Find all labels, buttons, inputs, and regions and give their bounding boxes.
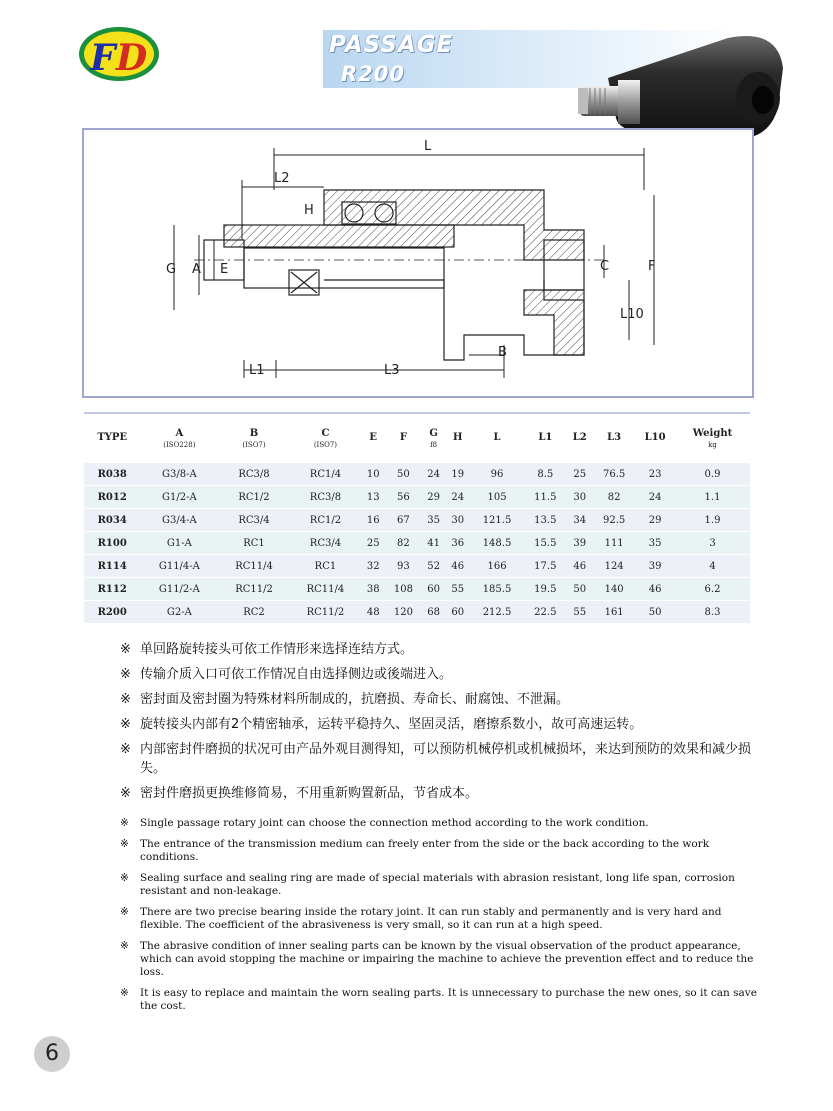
table-cell: 148.5 <box>470 532 524 555</box>
note-en-item: ※ The entrance of the transmission medium can freely enter from the side or the back according to the work conditions. <box>120 838 710 863</box>
dim-label-l: L <box>424 139 432 154</box>
dim-label-c: C <box>600 259 610 274</box>
note-zh-item: ※ 内部密封件磨损的状况可由产品外观目测得知，可以预防机械停机或机械损坏，来达到预防的效果和减少损失。 <box>120 742 752 776</box>
table-cell: 3 <box>675 532 750 555</box>
table-cell: 48 <box>361 601 385 624</box>
table-row <box>84 532 750 555</box>
table-cell: 13.5 <box>524 509 566 532</box>
table-cell: 105 <box>470 486 524 509</box>
header-cell: L10 <box>635 413 675 463</box>
dim-label-e: E <box>220 262 229 277</box>
table-cell: RC1/4 <box>290 463 361 486</box>
dim-label-l1: L1 <box>249 363 265 378</box>
table-cell: RC1/2 <box>290 509 361 532</box>
table-cell: 25 <box>361 532 385 555</box>
note-zh-item: ※ 旋转接头内部有2个精密轴承，运转平稳持久、坚固灵活，磨擦系数小，故可高速运转。 <box>120 717 643 732</box>
table-cell: 46 <box>566 555 593 578</box>
table-cell: 16 <box>361 509 385 532</box>
table-cell: G1/2-A <box>140 486 218 509</box>
note-en-item: ※ Single passage rotary joint can choose the connection method according to the work condition. <box>120 817 649 829</box>
header-cell: TYPE <box>84 413 140 463</box>
table-cell: 60 <box>446 601 470 624</box>
table-cell: 4 <box>675 555 750 578</box>
type-cell: R100 <box>84 532 140 555</box>
table-cell: 24 <box>635 486 675 509</box>
table-cell: RC3/4 <box>218 509 289 532</box>
table-cell: 24 <box>422 463 446 486</box>
table-cell: 50 <box>385 463 421 486</box>
header-cell: L2 <box>566 413 593 463</box>
cross-section-drawing <box>84 130 752 396</box>
table-cell: G3/8-A <box>140 463 218 486</box>
table-cell: 1.1 <box>675 486 750 509</box>
header-cell: L3 <box>593 413 635 463</box>
dim-label-a: A <box>192 262 201 277</box>
dim-label-l2: L2 <box>274 171 290 186</box>
table-cell: 76.5 <box>593 463 635 486</box>
table-cell: 67 <box>385 509 421 532</box>
table-cell: 8.5 <box>524 463 566 486</box>
table-cell: 19 <box>446 463 470 486</box>
table-cell: 120 <box>385 601 421 624</box>
table-cell: 55 <box>566 601 593 624</box>
table-cell: G11/4-A <box>140 555 218 578</box>
page-number: 6 <box>34 1036 70 1072</box>
table-cell: G11/2-A <box>140 578 218 601</box>
table-row <box>84 486 750 509</box>
note-en-item: ※ It is easy to replace and maintain the worn sealing parts. It is unnecessary to purchase the new ones, so it can save the cost. <box>120 987 757 1012</box>
type-cell: R200 <box>84 601 140 624</box>
table-cell: 212.5 <box>470 601 524 624</box>
table-cell: 19.5 <box>524 578 566 601</box>
notes-chinese <box>120 640 760 809</box>
table-cell: RC11/4 <box>218 555 289 578</box>
fd-logo <box>78 26 160 82</box>
table-cell: RC11/2 <box>218 578 289 601</box>
svg-text:F: F <box>90 37 116 79</box>
table-row <box>84 601 750 624</box>
svg-text:D: D <box>116 37 148 79</box>
table-cell: RC3/4 <box>290 532 361 555</box>
table-cell: 55 <box>446 578 470 601</box>
notes-english <box>120 817 760 1021</box>
table-cell: 6.2 <box>675 578 750 601</box>
table-cell: 10 <box>361 463 385 486</box>
dim-label-g: G <box>166 262 177 277</box>
note-en-item: ※ Sealing surface and sealing ring are made of special materials with abrasion resistant, long life span, corrosion resistant and non-leakage. <box>120 872 735 897</box>
table-cell: 108 <box>385 578 421 601</box>
table-cell: 166 <box>470 555 524 578</box>
table-cell: 41 <box>422 532 446 555</box>
table-cell: 46 <box>446 555 470 578</box>
header-cell: A (ISO228) <box>140 413 218 463</box>
table-cell: 93 <box>385 555 421 578</box>
table-cell: 22.5 <box>524 601 566 624</box>
table-cell: 50 <box>635 601 675 624</box>
table-cell: 15.5 <box>524 532 566 555</box>
table-cell: 124 <box>593 555 635 578</box>
table-cell: 30 <box>446 509 470 532</box>
table-cell: 39 <box>566 532 593 555</box>
table-cell: 111 <box>593 532 635 555</box>
technical-drawing <box>82 128 754 398</box>
table-cell: 82 <box>593 486 635 509</box>
type-cell: R012 <box>84 486 140 509</box>
dimension-table <box>84 412 750 623</box>
header-cell: F <box>385 413 421 463</box>
dim-label-b: B <box>498 345 507 360</box>
note-zh-item: ※ 传输介质入口可依工作情况自由选择侧边或後端进入。 <box>120 667 453 682</box>
table-cell: 96 <box>470 463 524 486</box>
note-en-item: ※ There are two precise bearing inside the rotary joint. It can run stably and permanently and is very hard and flexible. The coefficient of the abrasiveness is very small, so it can run at a high speed. <box>120 906 722 931</box>
header-cell: E <box>361 413 385 463</box>
dim-label-l3: L3 <box>384 363 400 378</box>
table-cell: 8.3 <box>675 601 750 624</box>
table-cell: 46 <box>635 578 675 601</box>
dim-label-l10: L10 <box>620 307 644 322</box>
table-cell: 161 <box>593 601 635 624</box>
table-cell: 38 <box>361 578 385 601</box>
table-cell: 30 <box>566 486 593 509</box>
table-row <box>84 578 750 601</box>
banner-model: R200 <box>341 62 406 86</box>
table-cell: 34 <box>566 509 593 532</box>
table-cell: 60 <box>422 578 446 601</box>
table-row <box>84 509 750 532</box>
header-cell: Weight kg <box>675 413 750 463</box>
table-cell: 24 <box>446 486 470 509</box>
header-cell: L <box>470 413 524 463</box>
table-header-row <box>84 413 750 463</box>
table-cell: 25 <box>566 463 593 486</box>
table-cell: 39 <box>635 555 675 578</box>
header-cell: H <box>446 413 470 463</box>
table-cell: G1-A <box>140 532 218 555</box>
table-cell: 29 <box>635 509 675 532</box>
header-cell: B (ISO7) <box>218 413 289 463</box>
table-cell: RC11/2 <box>290 601 361 624</box>
type-cell: R034 <box>84 509 140 532</box>
header-cell: G f8 <box>422 413 446 463</box>
table-cell: 17.5 <box>524 555 566 578</box>
type-cell: R038 <box>84 463 140 486</box>
table-cell: RC1 <box>290 555 361 578</box>
dim-label-f: F <box>648 259 656 274</box>
table-cell: 23 <box>635 463 675 486</box>
table-cell: 121.5 <box>470 509 524 532</box>
table-cell: 11.5 <box>524 486 566 509</box>
table-cell: 36 <box>446 532 470 555</box>
table-cell: 140 <box>593 578 635 601</box>
header-cell: C (ISO7) <box>290 413 361 463</box>
table-cell: RC2 <box>218 601 289 624</box>
type-cell: R112 <box>84 578 140 601</box>
table-cell: 32 <box>361 555 385 578</box>
table-cell: 13 <box>361 486 385 509</box>
table-cell: 68 <box>422 601 446 624</box>
note-zh-item: ※ 单回路旋转接头可依工作情形来选择连结方式。 <box>120 642 414 657</box>
table-row <box>84 463 750 486</box>
table-cell: 92.5 <box>593 509 635 532</box>
dim-label-h: H <box>304 203 314 218</box>
table-cell: RC11/4 <box>290 578 361 601</box>
table-cell: 185.5 <box>470 578 524 601</box>
header-cell: L1 <box>524 413 566 463</box>
banner-title: PASSAGE <box>329 32 454 58</box>
table-cell: 35 <box>422 509 446 532</box>
table-row <box>84 555 750 578</box>
table-cell: 50 <box>566 578 593 601</box>
note-zh-item: ※ 密封面及密封圈为特殊材料所制成的，抗磨损、寿命长、耐腐蚀、不泄漏。 <box>120 692 570 707</box>
table-cell: 1.9 <box>675 509 750 532</box>
note-zh-item: ※ 密封件磨损更换维修简易，不用重新购置新品，节省成本。 <box>120 786 479 801</box>
table-cell: RC1 <box>218 532 289 555</box>
table-cell: RC1/2 <box>218 486 289 509</box>
table-cell: RC3/8 <box>218 463 289 486</box>
note-en-item: ※ The abrasive condition of inner sealing parts can be known by the visual observation of the product appearance, which can avoid stopping the machine or impairing the machine to achieve the prevention effect and to reduce the loss. <box>120 940 754 978</box>
table-cell: 52 <box>422 555 446 578</box>
table-cell: 0.9 <box>675 463 750 486</box>
table-cell: 35 <box>635 532 675 555</box>
table-cell: G3/4-A <box>140 509 218 532</box>
table-cell: 56 <box>385 486 421 509</box>
table-cell: G2-A <box>140 601 218 624</box>
table-cell: 82 <box>385 532 421 555</box>
type-cell: R114 <box>84 555 140 578</box>
table-cell: RC3/8 <box>290 486 361 509</box>
table-cell: 29 <box>422 486 446 509</box>
